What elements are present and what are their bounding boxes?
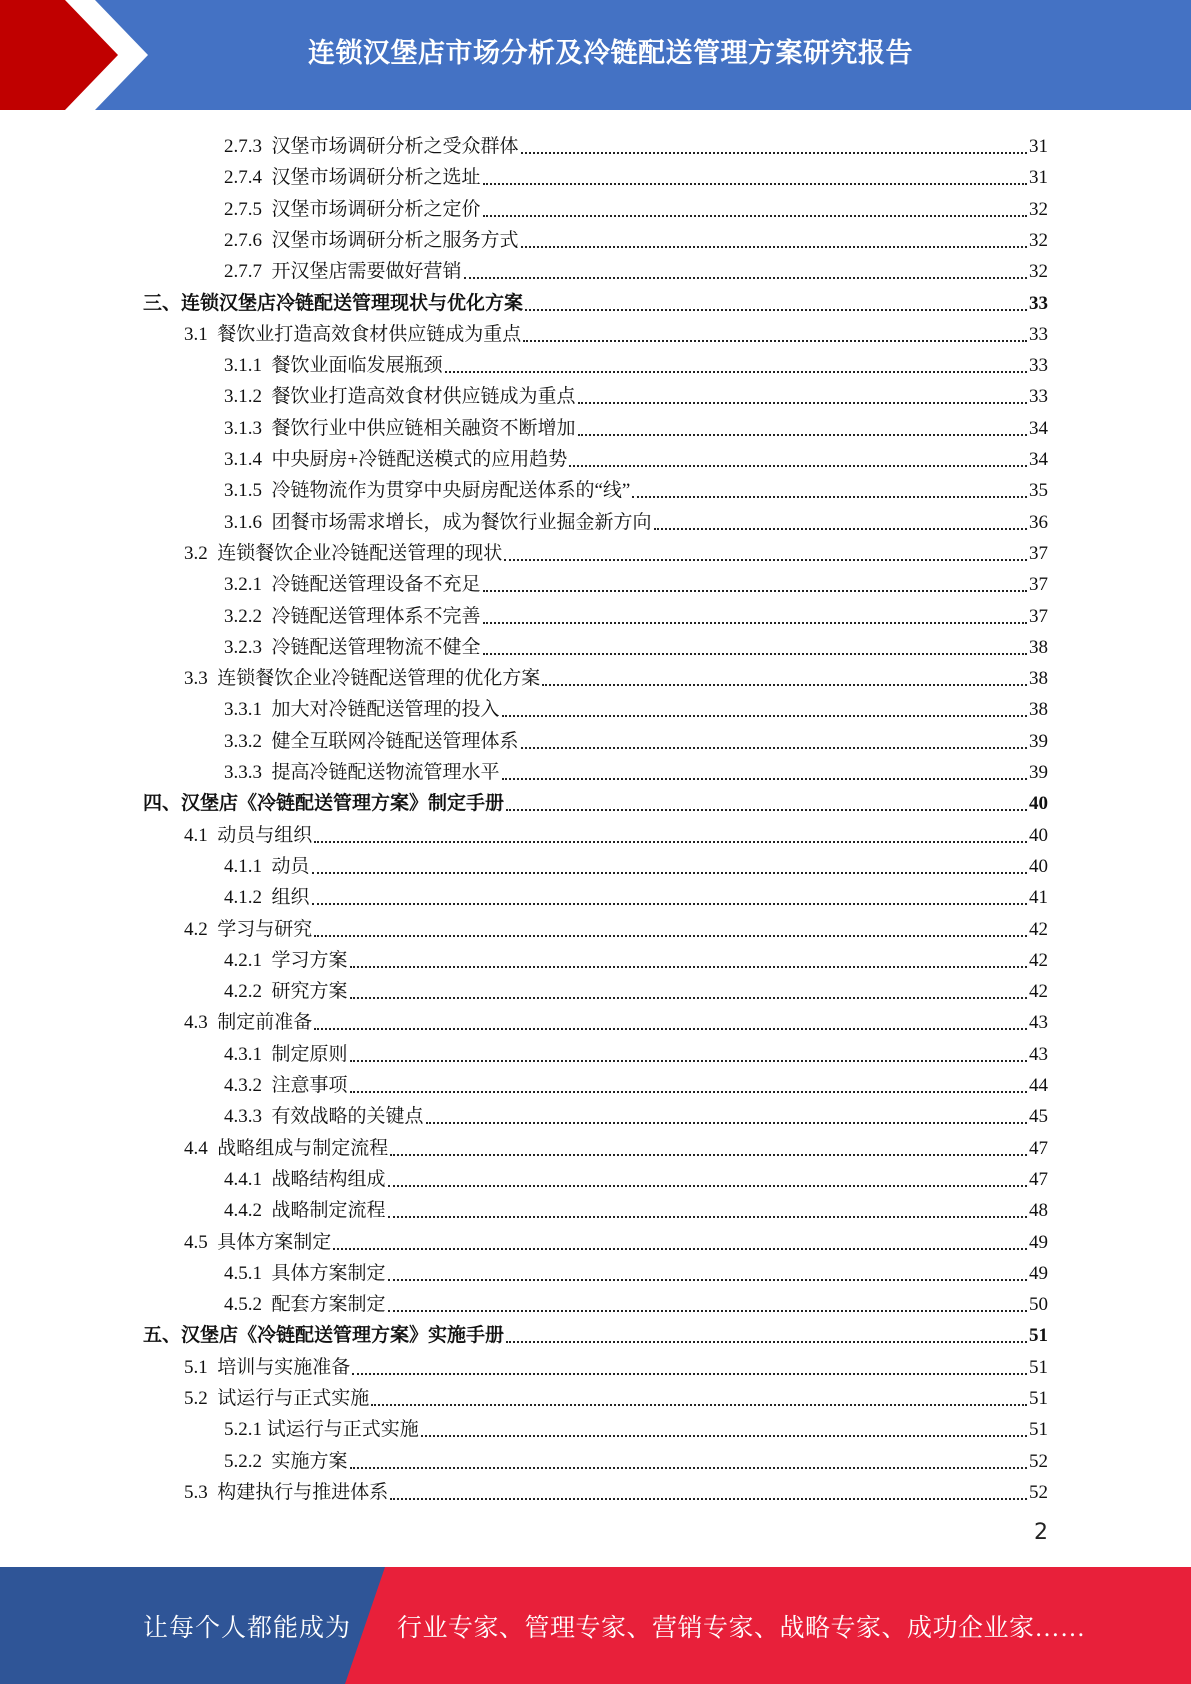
toc-entry-page: 32 <box>1029 261 1048 282</box>
page-header <box>0 0 1191 110</box>
toc-entry-title: 汉堡市场调研分析之选址 <box>271 167 481 188</box>
toc-entry-page: 34 <box>1029 449 1048 470</box>
toc-entry-number: 3.1.4 <box>224 449 272 470</box>
footer-slogan-left: 让每个人都能成为 <box>143 1614 352 1642</box>
toc-entry-page: 51 <box>1029 1357 1048 1378</box>
toc-entry-number: 4.4.1 <box>224 1169 272 1190</box>
toc-entry[interactable] <box>224 1443 1048 1474</box>
toc-entry-page: 45 <box>1029 1106 1048 1127</box>
toc-entry-title: 战略制定流程 <box>271 1200 386 1221</box>
toc-dot-leader <box>350 966 1027 968</box>
toc-dot-leader <box>312 872 1027 874</box>
toc-entry-page: 39 <box>1029 731 1048 752</box>
toc-entry-title: 有效战略的关键点 <box>271 1106 424 1127</box>
toc-entry-page: 40 <box>1029 856 1048 877</box>
toc-dot-leader <box>525 309 1027 311</box>
toc-entry[interactable] <box>224 1286 1048 1317</box>
toc-entry-title: 连锁餐饮企业冷链配送管理的现状 <box>217 543 503 564</box>
document-title: 连锁汉堡店市场分析及冷链配送管理方案研究报告 <box>308 37 913 69</box>
toc-entry-page: 49 <box>1029 1263 1048 1284</box>
toc-entry-number: 3.2.1 <box>224 574 272 595</box>
toc-dot-leader <box>521 152 1027 154</box>
toc-entry-number: 5.2.2 <box>224 1451 272 1472</box>
toc-entry-page: 42 <box>1029 919 1048 940</box>
toc-entry-number: 3.1.3 <box>224 418 272 439</box>
toc-entry[interactable] <box>184 1224 1048 1255</box>
toc-entry[interactable] <box>224 1255 1048 1286</box>
toc-dot-leader <box>314 935 1027 937</box>
toc-entry-number: 4.3.3 <box>224 1106 272 1127</box>
toc-dot-leader <box>483 653 1027 655</box>
toc-entry-page: 51 <box>1029 1388 1048 1409</box>
toc-entry-page: 33 <box>1029 355 1048 376</box>
toc-dot-leader <box>371 1404 1027 1406</box>
footer-slogan-right: 行业专家、管理专家、营销专家、战略专家、成功企业家…… <box>397 1614 1086 1642</box>
toc-entry-page: 32 <box>1029 199 1048 220</box>
toc-entry-page: 37 <box>1029 543 1048 564</box>
toc-entry-page: 38 <box>1029 699 1048 720</box>
toc-entry-number: 4.2 <box>184 919 218 940</box>
toc-entry-page: 43 <box>1029 1044 1048 1065</box>
toc-dot-leader <box>333 1248 1027 1250</box>
toc-entry-number: 4.1 <box>184 825 218 846</box>
toc-dot-leader <box>388 1216 1027 1218</box>
toc-dot-leader <box>388 1279 1027 1281</box>
toc-entry-number: 2.7.7 <box>224 261 272 282</box>
toc-entry-number: 4.5 <box>184 1232 218 1253</box>
toc-entry-number: 3.1.1 <box>224 355 272 376</box>
toc-entry-page: 47 <box>1029 1138 1048 1159</box>
toc-dot-leader <box>352 1373 1027 1375</box>
toc-entry[interactable] <box>184 1130 1048 1161</box>
toc-entry-title: 实施方案 <box>271 1451 348 1472</box>
toc-entry-page: 52 <box>1029 1451 1048 1472</box>
toc-dot-leader <box>632 496 1027 498</box>
toc-entry-title: 冷链配送管理体系不完善 <box>271 606 481 627</box>
toc-dot-leader <box>569 465 1027 467</box>
toc-entry-title: 配套方案制定 <box>271 1294 386 1315</box>
toc-entry-page: 33 <box>1029 324 1048 345</box>
toc-entry[interactable] <box>224 1067 1048 1098</box>
toc-entry-title: 学习与研究 <box>217 919 313 940</box>
toc-entry-number: 3.1 <box>184 324 218 345</box>
toc-entry[interactable] <box>224 253 1048 284</box>
toc-entry-number: 3.2 <box>184 543 218 564</box>
toc-entry-page: 32 <box>1029 230 1048 251</box>
toc-entry-page: 41 <box>1029 887 1048 908</box>
toc-entry-page: 35 <box>1029 480 1048 501</box>
toc-entry[interactable] <box>224 1098 1048 1129</box>
toc-entry-page: 36 <box>1029 512 1048 533</box>
toc-entry-page: 43 <box>1029 1012 1048 1033</box>
page-footer <box>0 1567 1191 1684</box>
toc-entry[interactable] <box>143 785 1048 816</box>
toc-dot-leader <box>504 559 1027 561</box>
toc-entry[interactable] <box>224 159 1048 190</box>
toc-dot-leader <box>350 1091 1027 1093</box>
toc-entry-title: 餐饮行业中供应链相关融资不断增加 <box>271 418 576 439</box>
toc-entry-title: 冷链配送管理设备不充足 <box>271 574 481 595</box>
toc-entry-page: 51 <box>1029 1325 1048 1346</box>
toc-entry[interactable] <box>184 316 1048 347</box>
toc-entry-title: 汉堡市场调研分析之服务方式 <box>271 230 519 251</box>
toc-entry-number: 3.3 <box>184 668 218 689</box>
toc-entry-number: 3.2.2 <box>224 606 272 627</box>
toc-entry-title: 动员 <box>271 856 310 877</box>
toc-entry-title: 提高冷链配送物流管理水平 <box>271 762 500 783</box>
toc-entry-number: 5.1 <box>184 1357 218 1378</box>
toc-dot-leader <box>421 1435 1027 1437</box>
toc-entry-title: 汉堡市场调研分析之定价 <box>271 199 481 220</box>
toc-entry-page: 34 <box>1029 418 1048 439</box>
toc-dot-leader <box>523 340 1027 342</box>
toc-entry-title: 餐饮业打造高效食材供应链成为重点 <box>271 386 576 407</box>
toc-entry-number: 4.5.2 <box>224 1294 272 1315</box>
toc-entry[interactable] <box>224 848 1048 879</box>
toc-entry-number: 3.1.6 <box>224 512 272 533</box>
toc-entry[interactable] <box>224 191 1048 222</box>
toc-entry[interactable] <box>224 472 1048 503</box>
toc-entry-title: 三、连锁汉堡店冷链配送管理现状与优化方案 <box>143 293 524 314</box>
toc-entry-number: 4.4.2 <box>224 1200 272 1221</box>
toc-entry-page: 40 <box>1029 825 1048 846</box>
toc-dot-leader <box>483 590 1027 592</box>
toc-dot-leader <box>502 778 1027 780</box>
toc-entry-title: 连锁餐饮企业冷链配送管理的优化方案 <box>217 668 541 689</box>
toc-entry[interactable] <box>224 1036 1048 1067</box>
toc-entry[interactable] <box>224 973 1048 1004</box>
toc-entry[interactable] <box>224 942 1048 973</box>
toc-dot-leader <box>388 1310 1027 1312</box>
toc-entry-number: 3.3.3 <box>224 762 272 783</box>
toc-entry-number: 4.2.1 <box>224 950 272 971</box>
toc-entry-number: 4.1.2 <box>224 887 272 908</box>
toc-dot-leader <box>483 215 1027 217</box>
toc-dot-leader <box>390 1154 1027 1156</box>
toc-entry-title: 具体方案制定 <box>217 1232 332 1253</box>
toc-entry[interactable] <box>224 378 1048 409</box>
toc-entry-title: 五、汉堡店《冷链配送管理方案》实施手册 <box>143 1325 505 1346</box>
toc-dot-leader <box>502 715 1027 717</box>
toc-entry-page: 40 <box>1029 793 1048 814</box>
toc-entry-number: 5.2 <box>184 1388 218 1409</box>
toc-entry-title: 试运行与正式实施 <box>266 1419 419 1440</box>
toc-entry-title: 学习方案 <box>271 950 348 971</box>
toc-entry[interactable] <box>184 1349 1048 1380</box>
toc-entry-title: 餐饮业打造高效食材供应链成为重点 <box>217 324 522 345</box>
toc-entry-page: 42 <box>1029 981 1048 1002</box>
toc-entry-title: 四、汉堡店《冷链配送管理方案》制定手册 <box>143 793 505 814</box>
toc-entry[interactable] <box>224 754 1048 785</box>
toc-dot-leader <box>350 1467 1027 1469</box>
toc-entry-number: 3.1.5 <box>224 480 272 501</box>
toc-entry-page: 50 <box>1029 1294 1048 1315</box>
toc-dot-leader <box>521 246 1027 248</box>
toc-entry[interactable] <box>184 535 1048 566</box>
toc-entry-title: 加大对冷链配送管理的投入 <box>271 699 500 720</box>
toc-entry[interactable] <box>184 660 1048 691</box>
toc-entry[interactable] <box>224 879 1048 910</box>
toc-entry-title: 培训与实施准备 <box>217 1357 351 1378</box>
toc-entry[interactable] <box>184 817 1048 848</box>
toc-entry-page: 31 <box>1029 136 1048 157</box>
toc-entry-number: 3.3.2 <box>224 731 272 752</box>
toc-entry[interactable] <box>143 1317 1048 1348</box>
toc-entry-title: 冷链配送管理物流不健全 <box>271 637 481 658</box>
toc-entry-page: 44 <box>1029 1075 1048 1096</box>
toc-dot-leader <box>390 1498 1027 1500</box>
toc-entry-number: 3.1.2 <box>224 386 272 407</box>
toc-entry-page: 38 <box>1029 668 1048 689</box>
toc-dot-leader <box>521 747 1027 749</box>
toc-dot-leader <box>542 684 1027 686</box>
toc-dot-leader <box>578 434 1027 436</box>
toc-entry[interactable] <box>224 1411 1048 1442</box>
toc-entry-title: 构建执行与推进体系 <box>217 1482 389 1503</box>
toc-entry-title: 汉堡市场调研分析之受众群体 <box>271 136 519 157</box>
toc-dot-leader <box>388 1185 1027 1187</box>
toc-entry-number: 4.5.1 <box>224 1263 272 1284</box>
toc-entry-number: 2.7.4 <box>224 167 272 188</box>
toc-entry-number: 5.3 <box>184 1482 218 1503</box>
toc-entry-number: 4.3.1 <box>224 1044 272 1065</box>
toc-entry-title: 组织 <box>271 887 310 908</box>
toc-entry[interactable] <box>224 347 1048 378</box>
toc-entry[interactable] <box>224 1161 1048 1192</box>
toc-entry-title: 中央厨房+冷链配送模式的应用趋势 <box>271 449 568 470</box>
toc-dot-leader <box>350 1060 1027 1062</box>
toc-dot-leader <box>314 1028 1027 1030</box>
toc-dot-leader <box>578 402 1027 404</box>
toc-entry-title: 制定原则 <box>271 1044 348 1065</box>
toc-entry-page: 47 <box>1029 1169 1048 1190</box>
toc-entry[interactable] <box>143 285 1048 316</box>
toc-entry-page: 33 <box>1029 293 1048 314</box>
toc-entry[interactable] <box>224 222 1048 253</box>
toc-entry-page: 48 <box>1029 1200 1048 1221</box>
toc-entry[interactable] <box>224 1192 1048 1223</box>
toc-entry-number: 5.2.1 <box>224 1419 267 1440</box>
toc-dot-leader <box>464 277 1027 279</box>
toc-entry[interactable] <box>224 441 1048 472</box>
toc-entry[interactable] <box>224 691 1048 722</box>
toc-entry-title: 开汉堡店需要做好营销 <box>271 261 462 282</box>
toc-entry[interactable] <box>224 629 1048 660</box>
toc-entry-title: 动员与组织 <box>217 825 313 846</box>
toc-entry-page: 51 <box>1029 1419 1048 1440</box>
toc-dot-leader <box>350 997 1027 999</box>
toc-entry-page: 37 <box>1029 606 1048 627</box>
toc-entry-title: 战略组成与制定流程 <box>217 1138 389 1159</box>
toc-entry-page: 49 <box>1029 1232 1048 1253</box>
toc-entry-number: 3.2.3 <box>224 637 272 658</box>
toc-entry-number: 2.7.6 <box>224 230 272 251</box>
toc-entry[interactable] <box>224 410 1048 441</box>
toc-entry[interactable] <box>184 911 1048 942</box>
toc-entry[interactable] <box>224 566 1048 597</box>
toc-entry-number: 4.3.2 <box>224 1075 272 1096</box>
toc-dot-leader <box>483 622 1027 624</box>
toc-entry-title: 战略结构组成 <box>271 1169 386 1190</box>
toc-entry-title: 研究方案 <box>271 981 348 1002</box>
toc-entry-number: 4.3 <box>184 1012 218 1033</box>
toc-entry[interactable] <box>224 723 1048 754</box>
toc-dot-leader <box>654 528 1027 530</box>
toc-entry-page: 39 <box>1029 762 1048 783</box>
toc-entry-title: 冷链物流作为贯穿中央厨房配送体系的“线” <box>271 480 631 501</box>
toc-dot-leader <box>506 1341 1027 1343</box>
toc-entry-title: 餐饮业面临发展瓶颈 <box>271 355 443 376</box>
toc-dot-leader <box>314 841 1027 843</box>
page-number: 2 <box>1034 1520 1048 1545</box>
toc-entry-number: 3.3.1 <box>224 699 272 720</box>
toc-entry-title: 制定前准备 <box>217 1012 313 1033</box>
toc-dot-leader <box>506 809 1027 811</box>
toc-entry-page: 38 <box>1029 637 1048 658</box>
toc-dot-leader <box>312 903 1027 905</box>
toc-entry-title: 试运行与正式实施 <box>217 1388 370 1409</box>
toc-dot-leader <box>426 1122 1027 1124</box>
toc-dot-leader <box>483 183 1027 185</box>
toc-entry-page: 52 <box>1029 1482 1048 1503</box>
toc-entry-number: 4.4 <box>184 1138 218 1159</box>
toc-entry[interactable] <box>184 1474 1048 1505</box>
toc-entry-title: 具体方案制定 <box>271 1263 386 1284</box>
toc-entry-number: 2.7.5 <box>224 199 272 220</box>
toc-entry[interactable] <box>224 128 1048 159</box>
toc-entry[interactable] <box>184 1004 1048 1035</box>
toc-entry-number: 2.7.3 <box>224 136 272 157</box>
toc-entry[interactable] <box>184 1380 1048 1411</box>
toc-entry-title: 团餐市场需求增长，成为餐饮行业掘金新方向 <box>271 512 652 533</box>
toc-entry-title: 健全互联网冷链配送管理体系 <box>271 731 519 752</box>
toc-dot-leader <box>445 371 1027 373</box>
toc-entry-page: 42 <box>1029 950 1048 971</box>
toc-entry-page: 31 <box>1029 167 1048 188</box>
toc-entry-title: 注意事项 <box>271 1075 348 1096</box>
toc-entry-page: 33 <box>1029 386 1048 407</box>
toc-entry[interactable] <box>224 504 1048 535</box>
toc-entry-page: 37 <box>1029 574 1048 595</box>
toc-entry-number: 4.1.1 <box>224 856 272 877</box>
toc-entry[interactable] <box>224 598 1048 629</box>
toc-entry-number: 4.2.2 <box>224 981 272 1002</box>
